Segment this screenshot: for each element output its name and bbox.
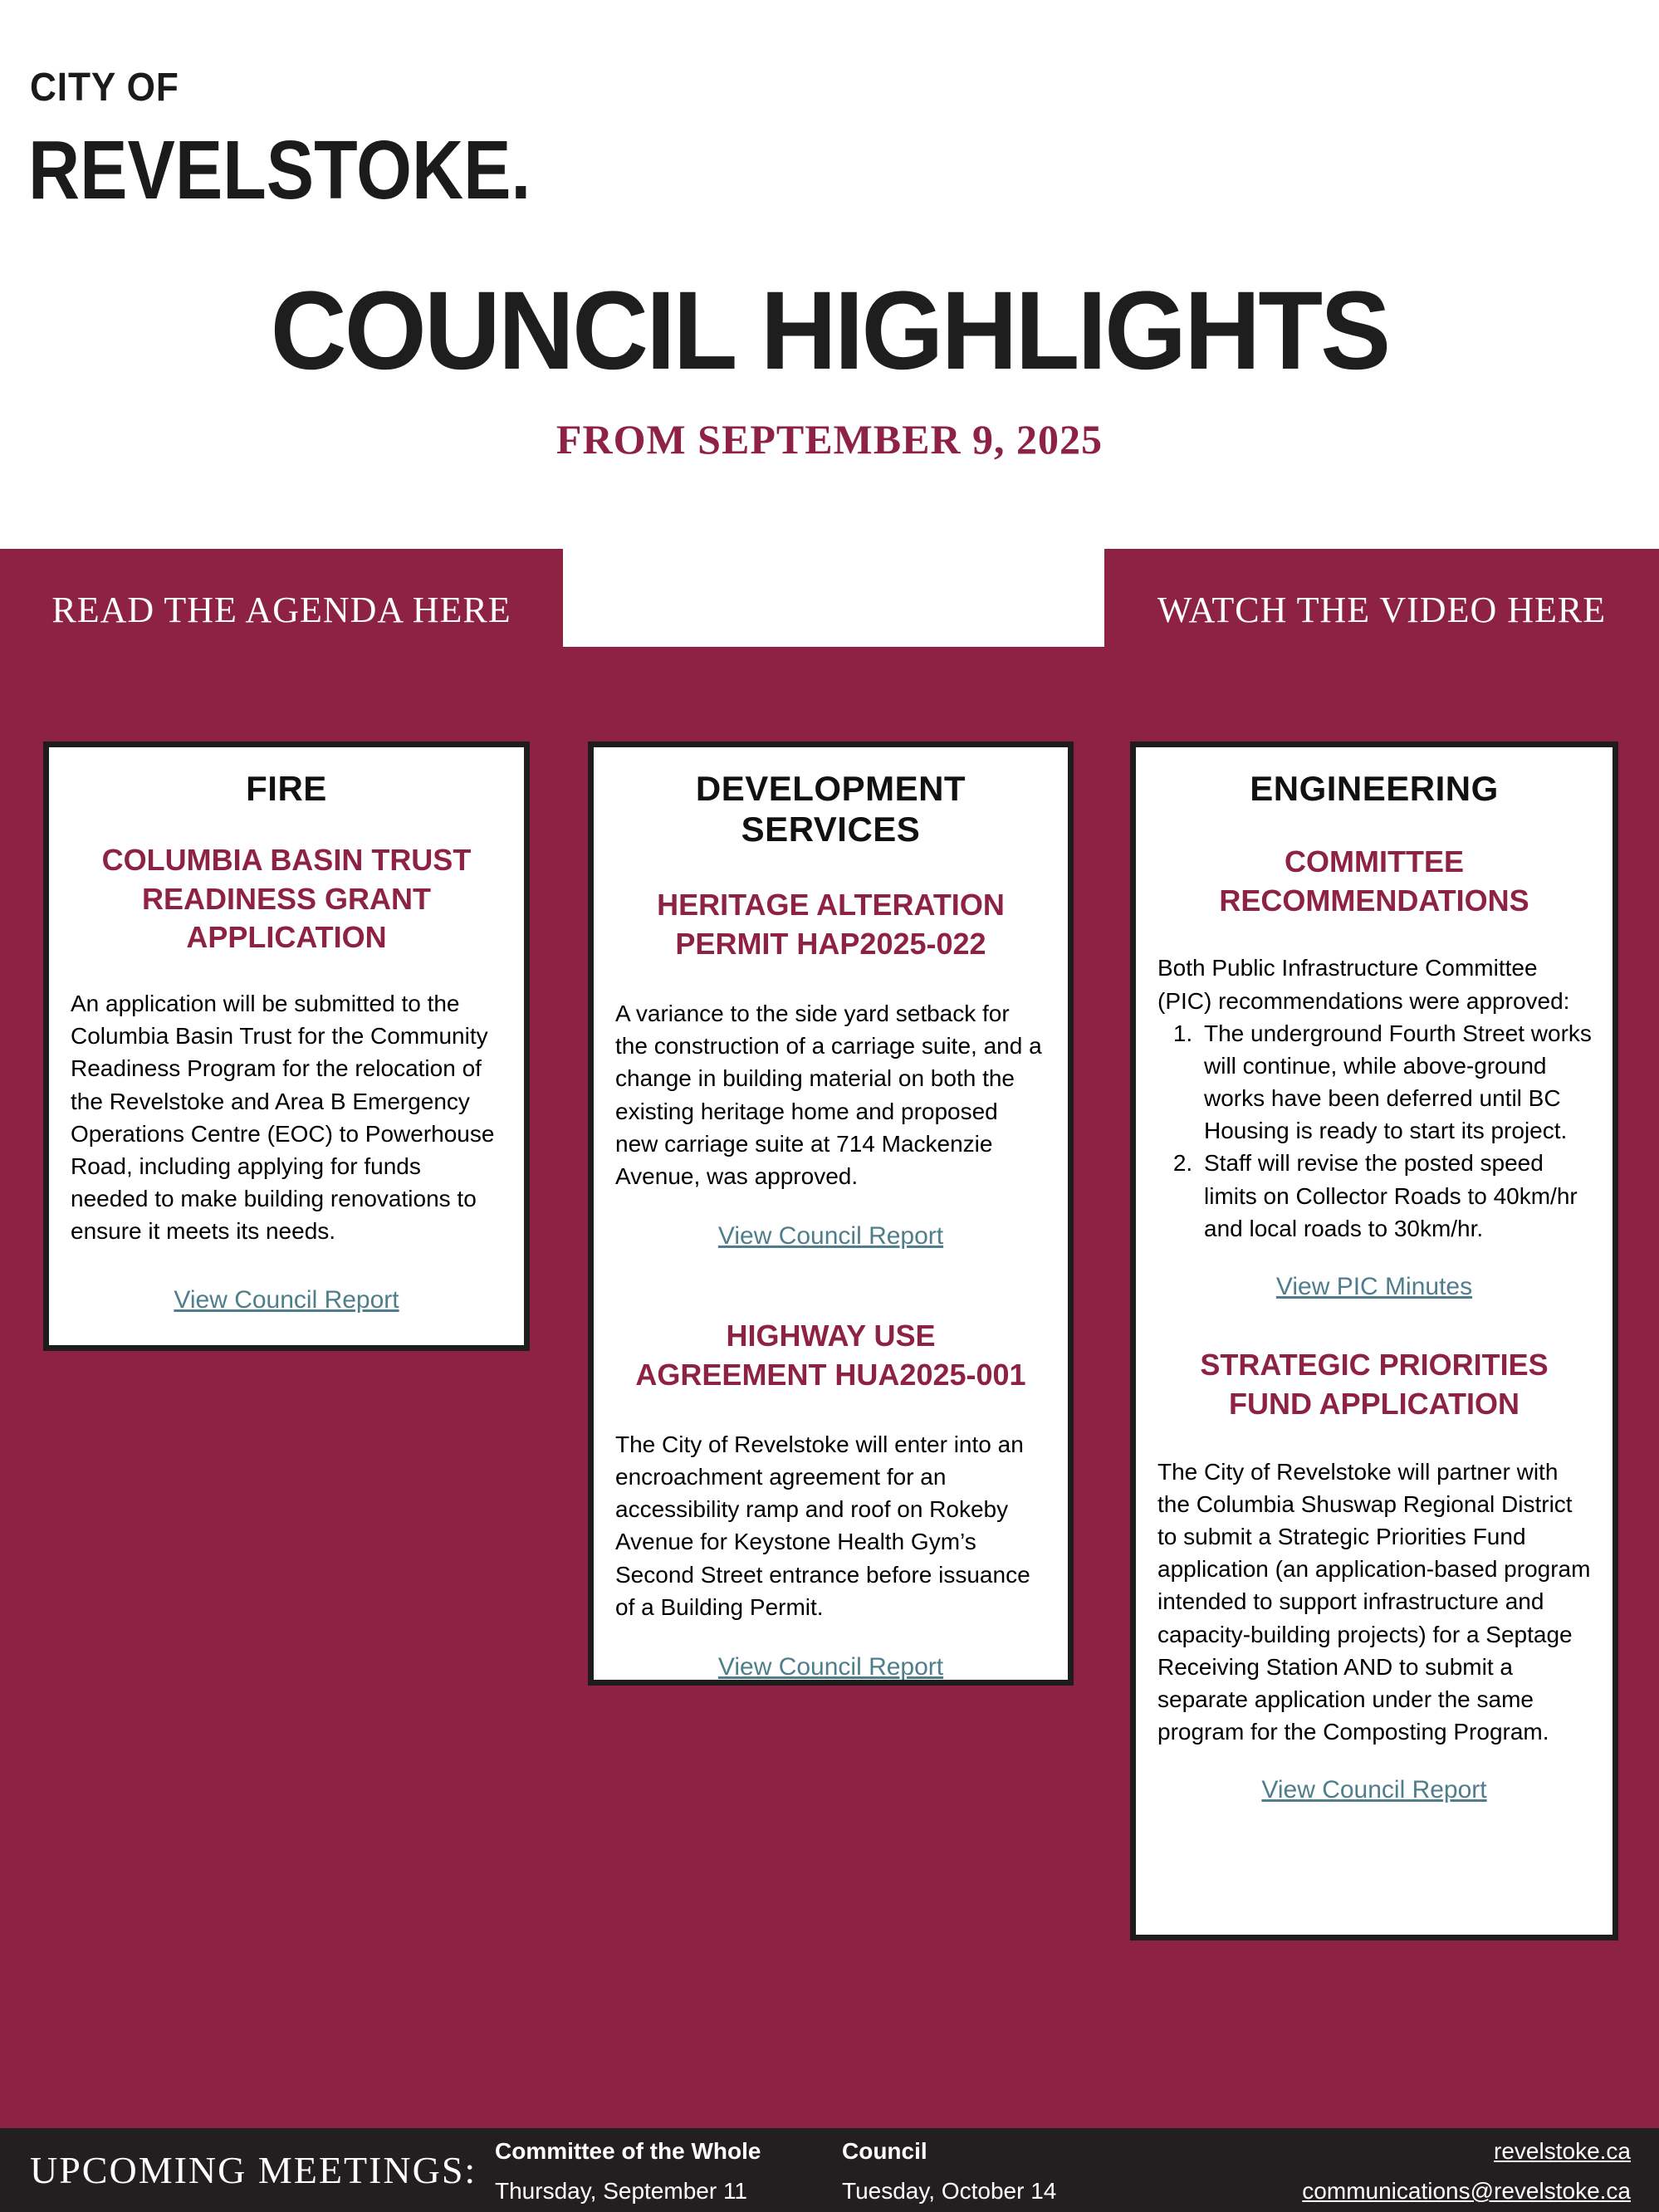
card-fire — [43, 741, 530, 1351]
committee-recommendations-body: Both Public Infrastructure Committee (PIC) recommendations were approved: — [1157, 955, 1570, 1014]
banner-notch — [563, 549, 1104, 647]
watch-video-link[interactable]: WATCH THE VIDEO HERE — [1157, 590, 1607, 630]
heritage-view-council-report-link[interactable]: View Council Report — [717, 1222, 944, 1250]
heading-line: COLUMBIA BASIN TRUST — [101, 842, 472, 877]
card-development-services — [588, 741, 1074, 1686]
heading-line: HIGHWAY USE — [726, 1319, 936, 1353]
card-fire-title — [69, 769, 504, 810]
card-development-services-title — [614, 769, 1048, 849]
read-agenda-link[interactable]: READ THE AGENDA HERE — [51, 590, 511, 630]
pic-recommendations-list — [1156, 1017, 1593, 1245]
fire-section-body: An application will be submitted to the Columbia Basin Trust for the Community Readiness Program for the relocation of the Revelstoke and Area B Emergency Operations Centre (EOC) to Powerhouse Road, including applying for funds needed to make building renovations to ensure it meets its needs. — [71, 991, 495, 1245]
page-title: COUNCIL HIGHLIGHTS — [270, 269, 1389, 393]
card-fire-title-line: FIRE — [246, 769, 327, 808]
upcoming-meetings-label: UPCOMING MEETINGS: — [30, 2149, 477, 2191]
view-pic-minutes-link[interactable]: View PIC Minutes — [1275, 1273, 1473, 1300]
card-title-line: ENGINEERING — [1250, 769, 1499, 808]
heading-line: FUND APPLICATION — [1229, 1386, 1520, 1421]
highway-use-body: The City of Revelstoke will enter into an encroachment agreement for an accessibility ramp and roof on Rokeby Avenue for Keystone Health Gym’s Second Street entrance before issuance of a Building Permit. — [615, 1431, 1030, 1620]
city-logo-line2: REVELSTOKE. — [28, 124, 531, 217]
footer-bar — [0, 2128, 1659, 2212]
heading-line: COMMITTEE — [1285, 844, 1464, 878]
heritage-permit-heading — [614, 886, 1048, 964]
card-engineering — [1130, 741, 1618, 1940]
city-logo-line1: CITY OF — [30, 66, 179, 110]
heading-line: PERMIT HAP2025-022 — [675, 927, 986, 962]
meeting-2-name: Council — [842, 2138, 927, 2164]
fire-view-council-report-link[interactable]: View Council Report — [174, 1285, 399, 1314]
card-engineering-title — [1156, 769, 1593, 810]
website-link[interactable]: revelstoke.ca — [1494, 2138, 1631, 2164]
heading-line: RECOMMENDATIONS — [1219, 883, 1529, 918]
committee-recommendations-heading — [1156, 843, 1593, 921]
card-title-line: DEVELOPMENT — [695, 769, 967, 808]
heading-line: STRATEGIC PRIORITIES — [1200, 1348, 1549, 1382]
strategic-view-council-report-link[interactable]: View Council Report — [1261, 1776, 1487, 1804]
fire-section-heading — [69, 841, 504, 957]
page-subtitle: FROM SEPTEMBER 9, 2025 — [555, 416, 1104, 462]
heading-line: READINESS GRANT — [141, 881, 432, 916]
meeting-2-date: Tuesday, October 14 — [842, 2178, 1057, 2204]
heading-line: APPLICATION — [186, 920, 387, 955]
strategic-priorities-body: The City of Revelstoke will partner with the Columbia Shuswap Regional District to submit a Strategic Priorities Fund application (an application-based program intended to support infrastructure and capacity-building projects) for a Septage Receiving Station AND to submit a separate application under the same program for the Composting Program. — [1157, 1458, 1591, 1745]
highway-use-heading — [614, 1317, 1048, 1395]
pic-recommendation-item: 2. Staff will revise the posted speed limits on Collector Roads to 40km/hr and local roads to 30km/hr. — [1199, 1147, 1593, 1245]
meeting-1-date: Thursday, September 11 — [495, 2178, 748, 2204]
strategic-priorities-heading — [1156, 1346, 1593, 1424]
heading-line: AGREEMENT HUA2025-001 — [635, 1357, 1026, 1392]
meeting-1-name: Committee of the Whole — [495, 2138, 761, 2164]
heading-line: HERITAGE ALTERATION — [657, 888, 1005, 922]
email-link[interactable]: communications@revelstoke.ca — [1302, 2178, 1631, 2204]
card-title-line: SERVICES — [741, 809, 921, 849]
highway-view-council-report-link[interactable]: View Council Report — [717, 1652, 944, 1681]
heritage-permit-body: A variance to the side yard setback for the construction of a carriage suite, and a change in building material on both the existing heritage home and proposed new carriage suite at 714 Mackenzie Avenue, was approved. — [615, 1001, 1042, 1189]
pic-recommendation-item: 1. The underground Fourth Street works will continue, while above-ground works have been deferred until BC Housing is ready to start its project. — [1199, 1017, 1593, 1148]
